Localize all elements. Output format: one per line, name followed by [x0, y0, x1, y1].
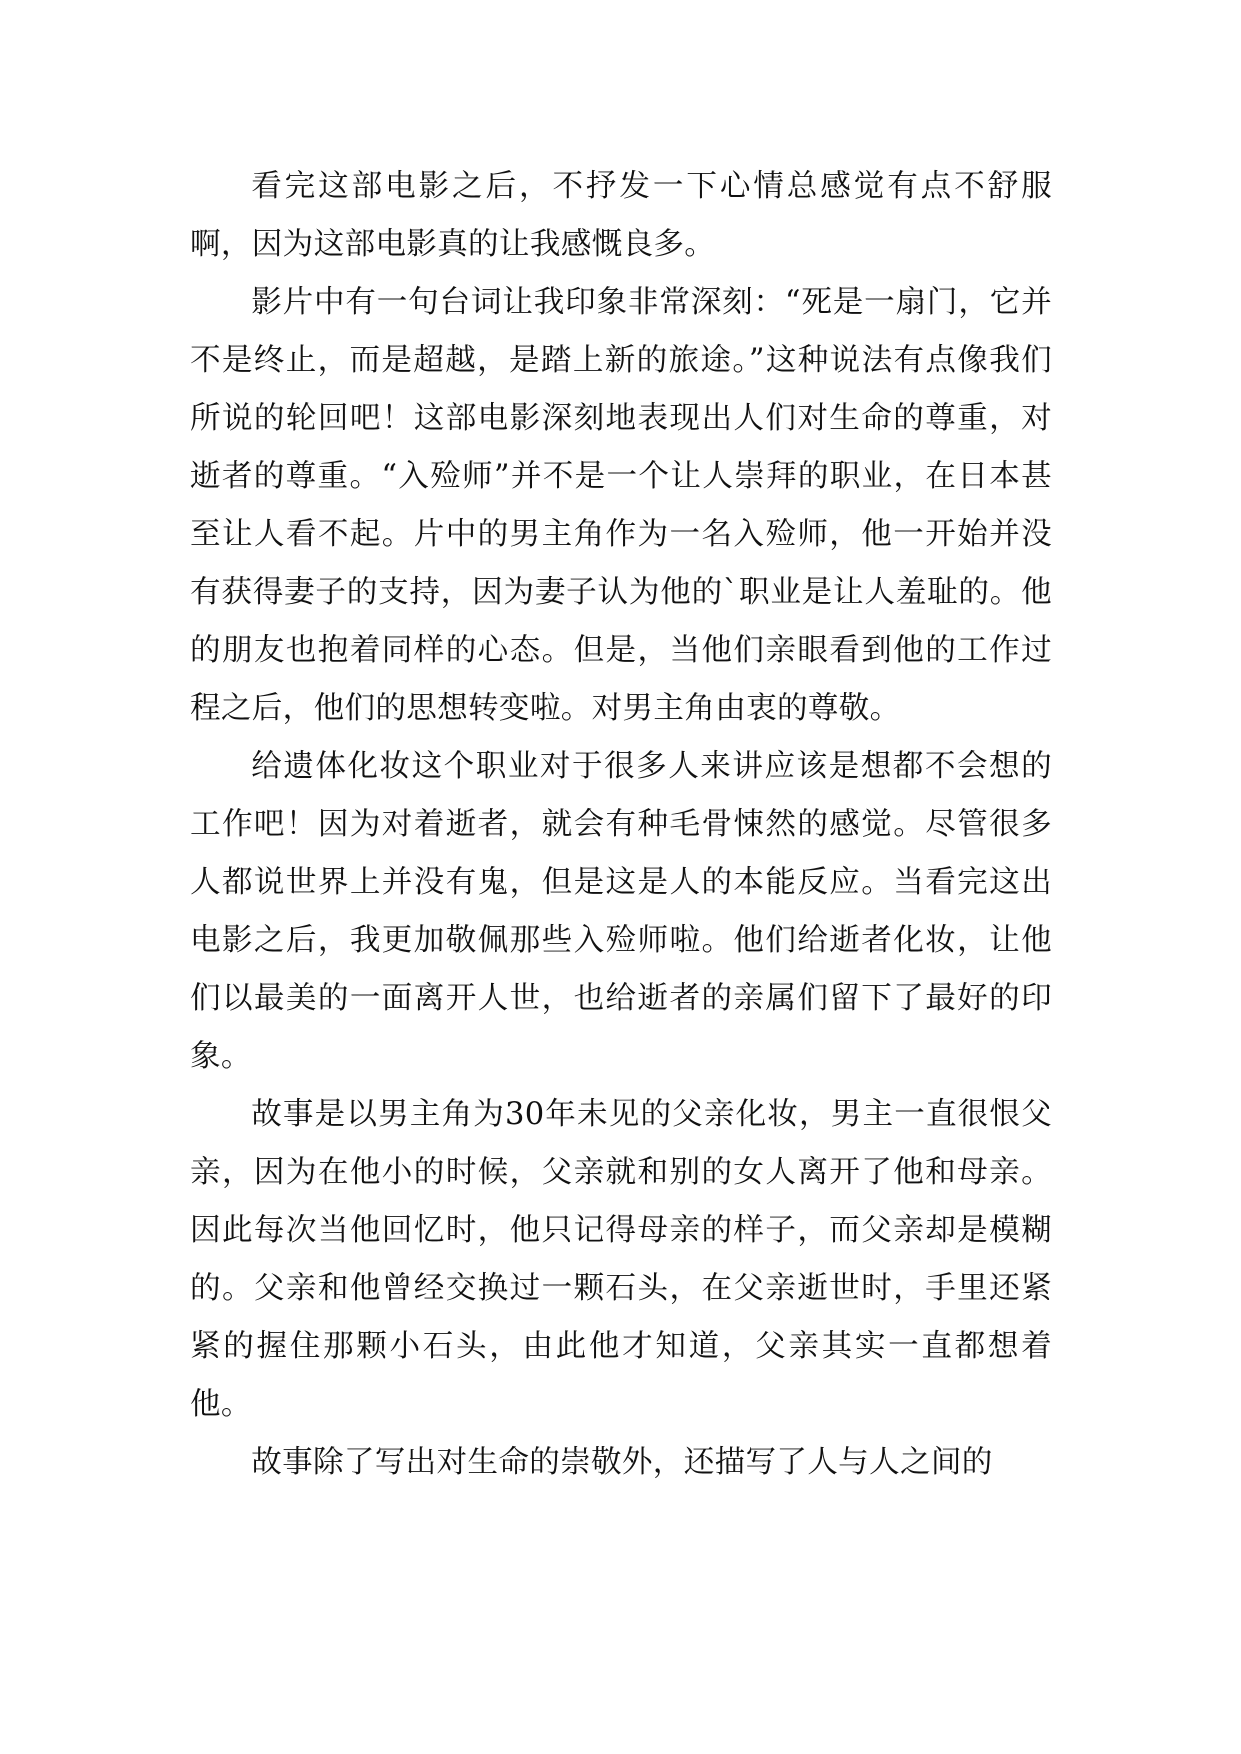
document-body	[190, 158, 1052, 1492]
paragraph-2: 影片中有一句台词让我印象非常深刻：“死是一扇门，它并不是终止，而是超越，是踏上新的旅途。”这种说法有点像我们所说的轮回吧！这部电影深刻地表现出人们对生命的尊重，对逝者的尊重。“入殓师”并不是一个让人崇拜的职业，在日本甚至让人看不起。片中的男主角作为一名入殓师，他一开始并没有获得妻子的支持，因为妻子认为他的`职业是让人羞耻的。他的朋友也抱着同样的心态。但是，当他们亲眼看到他的工作过程之后，他们的思想转变啦。对男主角由衷的尊敬。	[190, 285, 1052, 726]
paragraph-3: 给遗体化妆这个职业对于很多人来讲应该是想都不会想的工作吧！因为对着逝者，就会有种毛骨悚然的感觉。尽管很多人都说世界上并没有鬼，但是这是人的本能反应。当看完这出电影之后，我更加敬佩那些入殓师啦。他们给逝者化妆，让他们以最美的一面离开人世，也给逝者的亲属们留下了最好的印象。	[190, 749, 1052, 1074]
paragraph-4: 故事是以男主角为30年未见的父亲化妆，男主一直很恨父亲，因为在他小的时候，父亲就和别的女人离开了他和母亲。因此每次当他回忆时，他只记得母亲的样子，而父亲却是模糊的。父亲和他曾经交换过一颗石头，在父亲逝世时，手里还紧紧的握住那颗小石头，由此他才知道，父亲其实一直都想着他。	[190, 1097, 1052, 1422]
paragraph-5: 故事除了写出对生命的崇敬外，还描写了人与人之间的	[251, 1445, 993, 1480]
paragraph-1: 看完这部电影之后，不抒发一下心情总感觉有点不舒服啊，因为这部电影真的让我感慨良多。	[190, 169, 1052, 262]
